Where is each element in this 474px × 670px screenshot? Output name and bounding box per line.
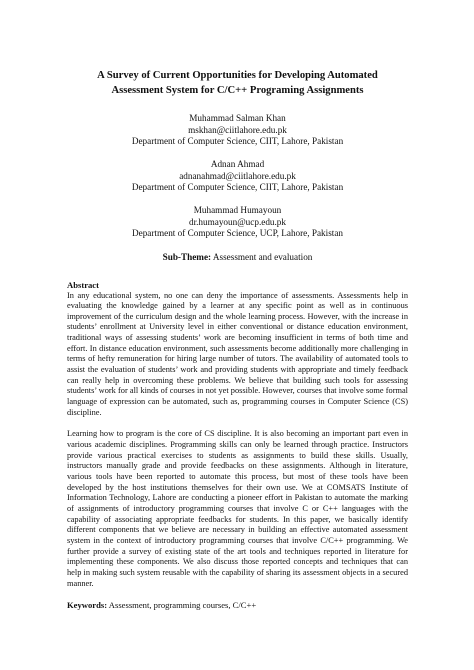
author-email: adnanahmad@ciitlahore.edu.pk [179, 170, 296, 181]
author-name: Adnan Ahmad [210, 159, 265, 169]
author-email: dr.humayoun@ucp.edu.pk [188, 216, 286, 227]
author-affiliation: Department of Computer Science, UCP, Lahore, Pakistan [131, 228, 343, 238]
keywords-label: Keywords: [67, 600, 108, 611]
author-block-3 [67, 205, 408, 240]
abstract-paragraph-1: In any educational system, no one can deny the importance of assessments. Assessments help in evaluating the knowledge gained by a learner at any specific point as well as in continuous improvement of the curriculum design and the whole learning process. However, with the increase in students’ enrollment at University level in either conventional or distance education environment, traditional ways of assessing students’ work are becoming insufficient in terms of both time and effort. In distance education environment, such assessments become additionally more challenging in terms of hefty remuneration for hiring large number of tutors. The availability of automated tools to assist the evaluation of students’ work and providing students with appropriate and timely feedback can really help in overcoming these problems. We believe that building such tools for assessing students’ work for all kinds of courses in not yet possible. However, courses that involve some formal language of expression can be automated, such as, programming courses in Computer Science (CS) discipline. [67, 290, 408, 417]
author-block-1 [67, 113, 408, 148]
author-affiliation: Department of Computer Science, CIIT, Lahore, Pakistan [131, 136, 344, 146]
subtheme-value: Assessment and evaluation [211, 252, 313, 262]
title-line-1: A Survey of Current Opportunities for Developing Automated [97, 70, 378, 81]
paper-title [67, 68, 408, 98]
author-name: Muhammad Humayoun [193, 205, 282, 215]
keywords [67, 600, 408, 611]
abstract-paragraph-2: Learning how to program is the core of CS discipline. It is also becoming an important part even in various academic disciplines. Programming skills can only be learned through practice. Instructors provide various practical exercises to students as assignments to build these skills. Usually, instructors manually grade and provide feedbacks on these assignments. Although in literature, various tools have been reported to automate this process, but most of these tools have been developed by the host institutions themselves for their own use. We at COMSATS Institute of Information Technology, Lahore are conducting a pioneer effort in Pakistan to automate the marking of assignments of introductory programming courses that involve C or C++ languages with the capability of associating appropriate feedbacks for students. In this paper, we basically identify different components that we believe are necessary in building an effective automated assessment system in the context of introductory programming courses that involve C/C++ programming. We further provide a survey of existing state of the art tools and techniques reported in literature for implementing these components. We also discuss those reported concepts and techniques that can help in making such system reusable with the capability of sharing its assessment objects in a secured manner. [67, 429, 408, 588]
subtheme-label: Sub-Theme: [162, 252, 212, 262]
title-line-2: Assessment System for C/C++ Programing Assignments [111, 85, 364, 96]
author-affiliation: Department of Computer Science, CIIT, Lahore, Pakistan [131, 182, 344, 192]
author-email: mskhan@ciitlahore.edu.pk [188, 124, 287, 135]
author-block-2 [67, 159, 408, 194]
author-name: Muhammad Salman Khan [189, 113, 286, 123]
abstract-heading: Abstract [67, 280, 99, 290]
keywords-value: Assessment, programming courses, C/C++ [107, 600, 257, 611]
subtheme [67, 251, 408, 263]
